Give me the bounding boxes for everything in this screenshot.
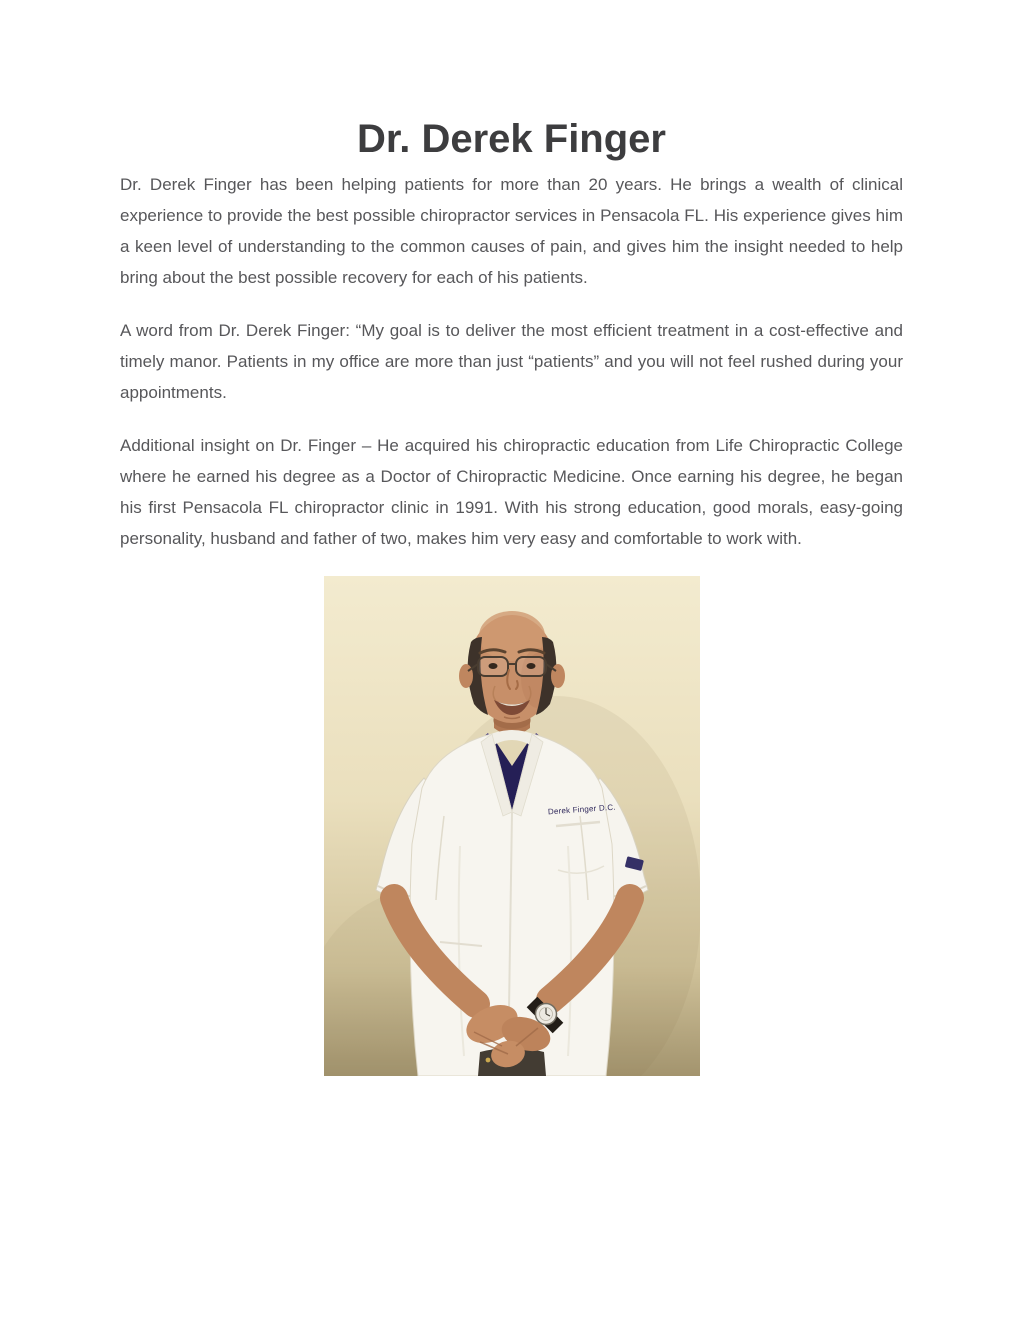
doctor-portrait-illustration (324, 576, 700, 1076)
paragraph-intro: Dr. Derek Finger has been helping patients for more than 20 years. He brings a wealth of clinical experience to provide the best possible chiropractor services in Pensacola FL. His experience gives him a keen level of understanding to the common causes of pain, and gives him the insight needed to help bring about the best possible recovery for each of his patients. (120, 175, 903, 287)
paragraph-quote: A word from Dr. Derek Finger: “My goal is to deliver the most efficient treatment in a cost-effective and timely manor. Patients in my office are more than just “patients” and you will not feel rushed during your appointments. (120, 321, 903, 402)
document-body (120, 0, 903, 1076)
paragraph-insight: Additional insight on Dr. Finger – He acquired his chiropractic education from Life Chiropractic College where he earned his degree as a Doctor of Chiropractic Medicine. Once earning his degree, he began his first Pensacola FL chiropractor clinic in 1991. With his strong education, good morals, easy-going personality, husband and father of two, makes him very easy and comfortable to work with. (120, 436, 903, 548)
ring (485, 1058, 490, 1063)
page-title: Dr. Derek Finger (356, 117, 666, 161)
ear-left (459, 664, 473, 688)
ear-right (551, 664, 565, 688)
coat-embroidery-label: Derek Finger D.C. (547, 802, 616, 817)
doctor-photo (324, 576, 700, 1076)
eye-left (488, 663, 497, 669)
eye-right (526, 663, 535, 669)
